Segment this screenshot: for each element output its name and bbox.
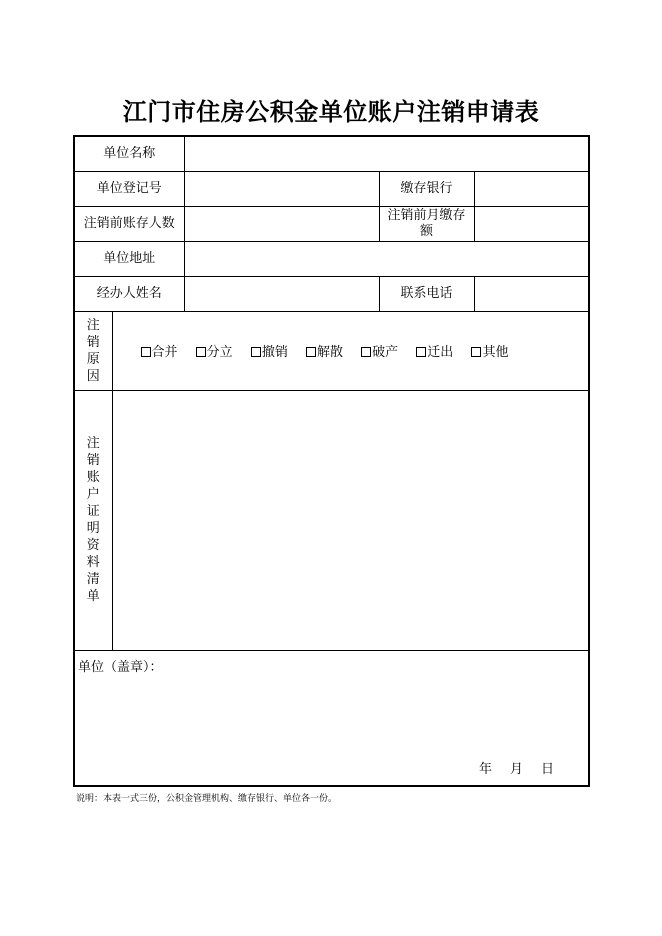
phone-field[interactable] [474, 276, 589, 311]
unit-reg-no-field[interactable] [184, 171, 379, 206]
footnote: 说明：本表一式三份，公积金管理机构、缴存银行、单位各一份。 [76, 794, 338, 804]
people-count-label: 注销前账存人数 [74, 206, 184, 241]
page-title: 江门市住房公积金单位账户注销申请表 [122, 98, 540, 126]
people-count-field[interactable] [184, 206, 379, 241]
handler-name-field[interactable] [184, 276, 379, 311]
checkbox[interactable] [416, 347, 426, 357]
reason-options [112, 311, 589, 390]
unit-name-label: 单位名称 [74, 136, 184, 171]
bank-label: 缴存银行 [379, 171, 474, 206]
reason-option-other[interactable]: 其他 [471, 341, 508, 360]
address-field[interactable] [184, 241, 589, 276]
checkbox[interactable] [141, 347, 151, 357]
day-label: 日 [541, 762, 555, 777]
monthly-amount-field[interactable] [474, 206, 589, 241]
checkbox[interactable] [196, 347, 206, 357]
phone-label: 联系电话 [379, 276, 474, 311]
bank-field[interactable] [474, 171, 589, 206]
application-form [73, 135, 590, 787]
reason-option-revoke[interactable]: 撤销 [251, 341, 288, 360]
year-label: 年 [478, 762, 492, 777]
documents-list-label: 注 销 账 户 证 明 资 料 清 单 [74, 390, 112, 650]
reason-option-merge[interactable]: 合并 [141, 341, 178, 360]
unit-name-field[interactable] [184, 136, 589, 171]
seal-area[interactable] [74, 650, 589, 786]
checkbox[interactable] [471, 347, 481, 357]
reason-label: 注 销 原 因 [74, 311, 112, 390]
reason-option-dissolve[interactable]: 解散 [306, 341, 343, 360]
seal-label: 单位（盖章）： [78, 659, 163, 675]
address-label: 单位地址 [74, 241, 184, 276]
checkbox[interactable] [306, 347, 316, 357]
reason-option-relocate[interactable]: 迁出 [416, 341, 453, 360]
monthly-amount-label: 注销前月缴存额 [379, 206, 474, 241]
handler-name-label: 经办人姓名 [74, 276, 184, 311]
checkbox[interactable] [361, 347, 371, 357]
checkbox[interactable] [251, 347, 261, 357]
date-line [461, 758, 554, 777]
reason-option-bankrupt[interactable]: 破产 [361, 341, 398, 360]
unit-reg-no-label: 单位登记号 [74, 171, 184, 206]
reason-option-split[interactable]: 分立 [196, 341, 233, 360]
documents-list-field[interactable] [112, 390, 589, 650]
month-label: 月 [509, 762, 523, 777]
